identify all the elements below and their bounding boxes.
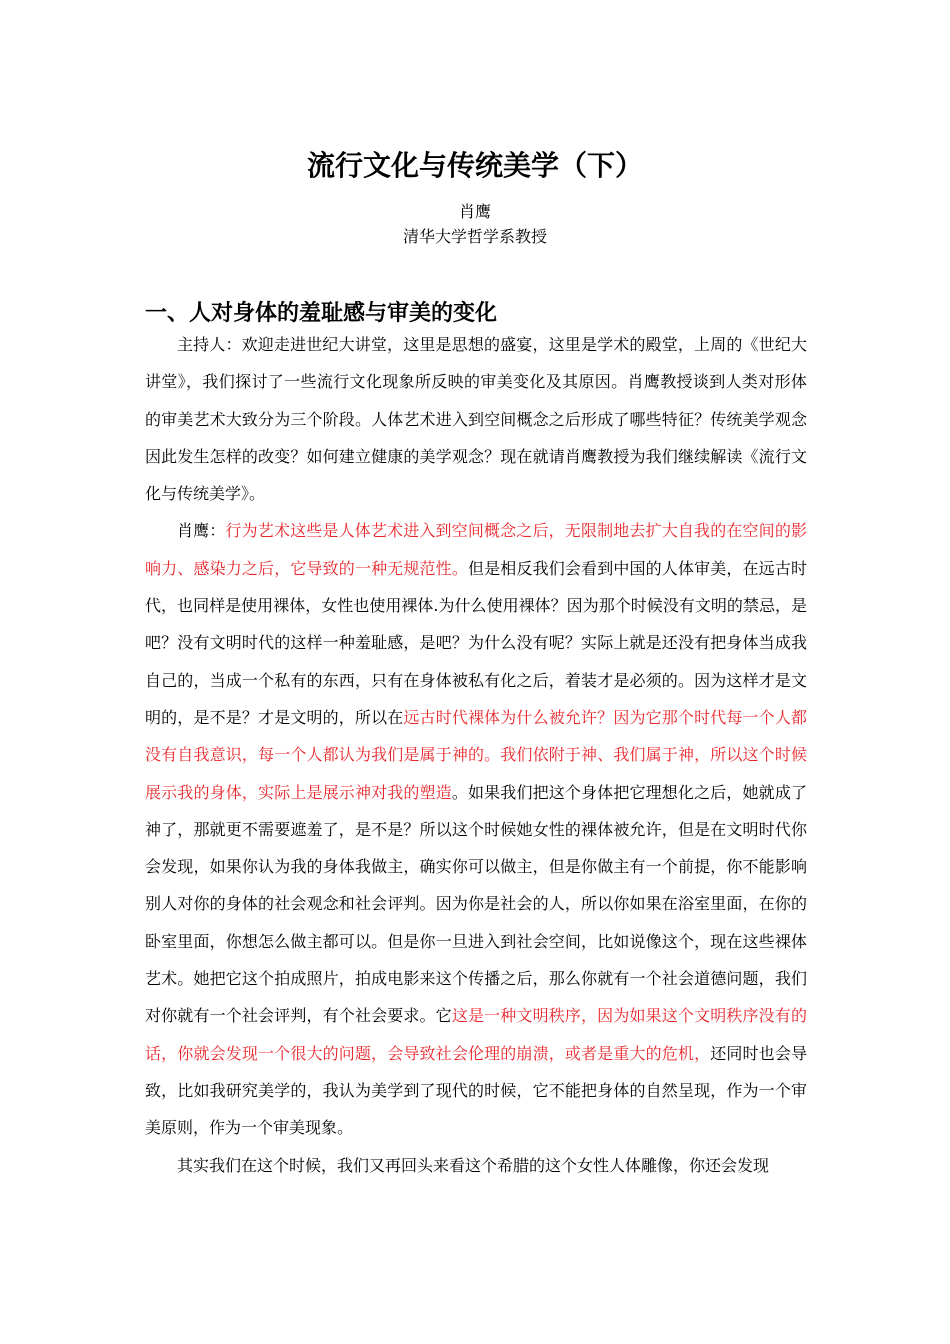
paragraph-host-intro xyxy=(145,326,807,512)
body-text xyxy=(145,326,807,1184)
highlighted-text-run: 行为艺术这些是人体艺术进入到空间概念之后，无限制地去扩大自我的在空间的影响力、感染力之后，它导致的一种无规范性。 xyxy=(145,521,807,578)
author-affiliation: 清华大学哲学系教授 xyxy=(402,227,547,246)
author-name: 肖鹰 xyxy=(458,202,491,221)
text-run: 但是相反我们会看到中国的人体审美，在远古时代，也同样是使用裸体，女性也使用裸体.为什么使用裸体？因为那个时候没有文明的禁忌，是吧？没有文明时代的这样一种羞耻感，是吧？为什么没有呢？实际上就是还没有把身体当成我自己的，当成一个私有的东西，只有在身体被私有化之后，着装才是必须的。因为这样才是文明的，是不是？才是文明的，所以在 xyxy=(145,558,807,727)
paragraph-speaker xyxy=(145,512,807,1146)
section-heading: 一、人对身体的羞耻感与审美的变化 xyxy=(145,300,498,326)
text-run: 主持人：欢迎走进世纪大讲堂，这里是思想的盛宴，这里是学术的殿堂，上周的《世纪大讲堂》，我们探讨了一些流行文化现象所反映的审美变化及其原因。肖鹰教授谈到人类对形体的审美艺术大致分为三个阶段。人体艺术进入到空间概念之后形成了哪些特征？传统美学观念因此发生怎样的改变？如何建立健康的美学观念？现在就请肖鹰教授为我们继续解读《流行文化与传统美学》。 xyxy=(145,335,807,504)
document-title: 流行文化与传统美学（下） xyxy=(306,149,643,182)
highlighted-text-run: 这是一种文明秩序，因为如果这个文明秩序没有的话，你就会发现一个很大的问题，会导致社会伦理的崩溃，或者是重大的危机， xyxy=(145,1006,807,1063)
paragraph-continuation xyxy=(145,1147,807,1184)
text-run: 其实我们在这个时候，我们又再回头来看这个希腊的这个女性人体雕像，你还会发现 xyxy=(177,1155,770,1175)
text-run: 还同时也会导致，比如我研究美学的，我认为美学到了现代的时候，它不能把身体的自然呈现，作为一个审美原则，作为一个审美现象。 xyxy=(145,1043,807,1138)
highlighted-text-run: 远古时代裸体为什么被允许？因为它那个时代每一个人都没有自我意识，每一个人都认为我们是属于神的。我们依附于神、我们属于神，所以这个时候展示我的身体，实际上是展示神对我的塑造 xyxy=(145,707,807,802)
text-run: 。如果我们把这个身体把它理想化之后，她就成了神了，那就更不需要遮羞了，是不是？所以这个时候她女性的裸体被允许，但是在文明时代你会发现，如果你认为我的身体我做主，确实你可以做主，但是你做主有一个前提，你不能影响别人对你的身体的社会观念和社会评判。因为你是社会的人，所以你如果在浴室里面，在你的卧室里面，你想怎么做主都可以。但是你一旦进入到社会空间，比如说像这个，现在这些裸体艺术。她把它这个拍成照片，拍成电影来这个传播之后，那么你就有一个社会道德问题，我们对你就有一个社会评判，有个社会要求。它 xyxy=(145,782,807,1026)
text-run: 肖鹰： xyxy=(177,521,226,541)
